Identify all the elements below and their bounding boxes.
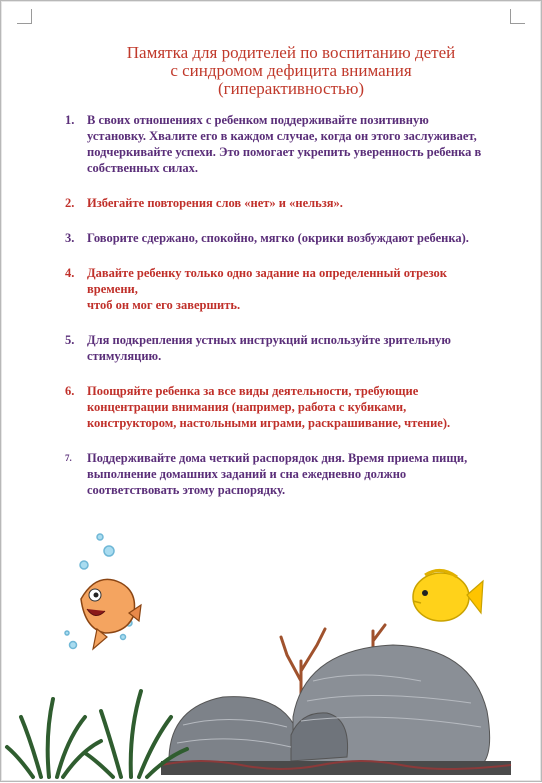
item-line: Для подкрепления устных инструкций используйте зрительную xyxy=(87,333,451,347)
item-number: 7. xyxy=(65,453,72,463)
list-item xyxy=(65,112,513,176)
item-text xyxy=(87,230,513,246)
item-line: установку. Хвалите его в каждом случае, когда он этого заслуживает, xyxy=(87,129,477,143)
corner-mark-top-left xyxy=(17,9,32,24)
item-line: чтоб он мог его завершить. xyxy=(87,298,241,312)
list-item xyxy=(65,332,513,364)
yellow-fish-icon xyxy=(413,570,483,621)
list-item xyxy=(65,450,513,498)
item-line: Поддерживайте дома четкий распорядок дня. Время приема пищи, xyxy=(87,451,468,465)
list-item xyxy=(65,195,513,211)
item-line: В своих отношениях с ребенком поддерживайте позитивную xyxy=(87,113,429,127)
item-line: Говорите сдержано, спокойно, мягко (окрики возбуждают ребенка). xyxy=(87,231,469,245)
item-line: собственных силах. xyxy=(87,161,198,175)
title-line-2: с синдромом дефицита внимания xyxy=(170,61,412,80)
item-number: 3. xyxy=(65,231,75,245)
item-line: подчеркивайте успехи. Это помогает укрепить уверенность ребенка в xyxy=(87,145,482,159)
list-item xyxy=(65,383,513,431)
item-line: времени, xyxy=(87,282,138,296)
item-number: 2. xyxy=(65,196,75,210)
title-line-1: Памятка для родителей по воспитанию детей xyxy=(126,43,456,62)
list-item xyxy=(65,265,513,313)
item-text xyxy=(87,383,513,431)
item-line: соответствовать этому распорядку. xyxy=(87,483,286,497)
item-line: конструктором, настольными играми, раскрашивание, чтение). xyxy=(87,416,451,430)
item-line: Давайте ребенку только одно задание на определенный отрезок xyxy=(87,266,447,280)
item-text xyxy=(87,195,513,211)
corner-mark-top-right xyxy=(510,9,525,24)
item-line: Поощряйте ребенка за все виды деятельности, требующие xyxy=(87,384,419,398)
rocks-icon xyxy=(161,645,511,775)
title-line-3: (гиперактивностью) xyxy=(217,79,365,98)
item-text xyxy=(87,112,513,176)
advice-list xyxy=(65,112,513,498)
item-text xyxy=(87,265,513,313)
page-title xyxy=(71,44,511,98)
item-line: выполнение домашних заданий и сна ежедневно должно xyxy=(87,467,407,481)
item-number: 5. xyxy=(65,333,75,347)
seaweed-icon xyxy=(7,691,187,777)
item-number: 1. xyxy=(65,113,75,127)
item-line: концентрации внимания (например, работа с кубиками, xyxy=(87,400,407,414)
aquarium-illustration xyxy=(1,521,542,783)
list-item xyxy=(65,230,513,246)
item-number: 4. xyxy=(65,266,75,280)
item-number: 6. xyxy=(65,384,75,398)
item-line: стимуляцию. xyxy=(87,349,162,363)
item-text xyxy=(87,332,513,364)
cartoon-fish-icon xyxy=(81,579,141,649)
item-line: Избегайте повторения слов «нет» и «нельзя». xyxy=(87,196,343,210)
item-text xyxy=(87,450,513,498)
